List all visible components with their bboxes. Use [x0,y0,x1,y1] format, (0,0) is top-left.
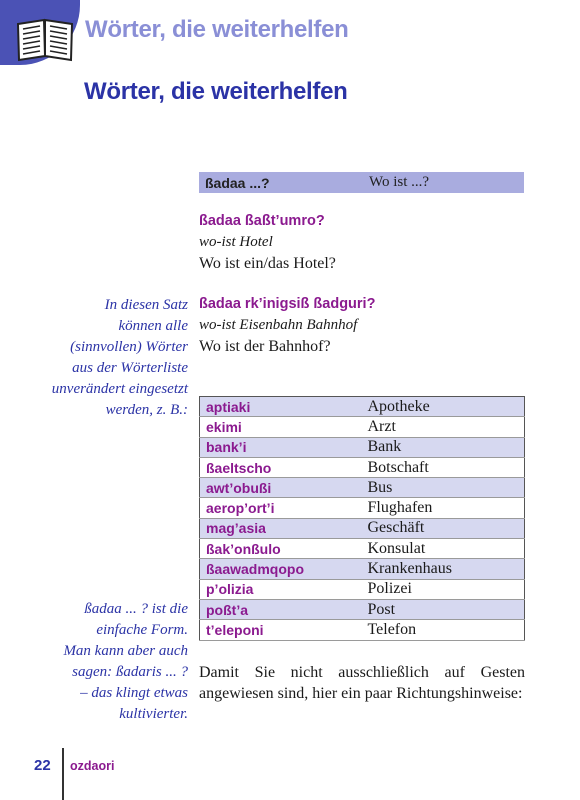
margin-note-line: In diesen Satz [104,297,188,313]
table-row [200,417,525,437]
table-row [200,518,525,538]
example-sentence-2 [199,294,375,357]
vocab-german: Bank [368,437,525,457]
margin-note-line: einfache Form. [96,622,188,638]
vocab-georgian: t’eleponi [200,620,368,640]
vocab-georgian: ßaawadmqopo [200,559,368,579]
table-row [200,579,525,599]
footer-divider [62,748,64,800]
vocab-german: Polizei [368,579,525,599]
phrase-pattern-bar [199,172,524,193]
vocab-german: Arzt [368,417,525,437]
vocab-german: Post [368,599,525,619]
margin-note-line: können alle [118,318,188,334]
margin-note-line: – das klingt etwas [80,685,188,701]
vocab-german: Krankenhaus [368,559,525,579]
example-georgian: ßadaa ßaßt’umro? [199,213,325,229]
margin-note-politeness [63,599,188,725]
table-row [200,437,525,457]
margin-note-line: ßadaa ... ? ist die [84,601,188,617]
page-title: Wörter, die weiterhelfen [84,78,348,105]
vocab-georgian: aptiaki [200,397,368,417]
vocab-georgian: ekimi [200,417,368,437]
vocab-german: Konsulat [368,539,525,559]
example-literal: wo-ist Hotel [199,234,273,250]
vocab-german: Botschaft [368,457,525,477]
table-row [200,559,525,579]
vocab-georgian: awt’obußi [200,478,368,498]
margin-note-line: kultivierter. [119,706,188,722]
open-book-icon [14,14,76,62]
margin-note-line: aus der Wörterliste [72,360,188,376]
example-literal: wo-ist Eisenbahn Bahnhof [199,317,358,333]
phrase-german: Wo ist ...? [369,174,430,190]
vocab-georgian: aerop’ort’i [200,498,368,518]
vocab-german: Telefon [368,620,525,640]
example-georgian: ßadaa rk’inigsiß ßadguri? [199,296,376,312]
footer-label: ozdaori [70,759,115,773]
margin-note-line: sagen: ßadaris ... ? [72,664,188,680]
vocab-georgian: p’olizia [200,579,368,599]
table-row [200,498,525,518]
table-row [200,539,525,559]
vocab-georgian: bank’i [200,437,368,457]
table-row [200,478,525,498]
table-row [200,599,525,619]
margin-note-line: werden, z. B.: [105,402,188,418]
table-row [200,397,525,417]
vocab-georgian: mag’asia [200,518,368,538]
body-paragraph: Damit Sie nicht ausschließlich auf Gesten angewiesen sind, hier ein paar Richtungshinweise: [199,664,525,702]
table-row [200,620,525,640]
vocab-georgian: ßaeltscho [200,457,368,477]
vocab-german: Geschäft [368,518,525,538]
margin-note-substitution [52,295,188,421]
table-row [200,457,525,477]
margin-note-line: unverändert eingesetzt [51,381,188,397]
vocab-german: Bus [368,478,525,498]
header-title: Wörter, die weiterhelfen [85,16,349,43]
vocab-german: Apotheke [368,397,525,417]
margin-note-line: (sinnvollen) Wörter [70,339,188,355]
example-sentence-1 [199,211,336,274]
vocab-georgian: poßt’a [200,599,368,619]
example-german: Wo ist der Bahnhof? [199,338,331,355]
page-number: 22 [34,757,51,774]
margin-note-line: Man kann aber auch [63,643,188,659]
example-german: Wo ist ein/das Hotel? [199,255,336,272]
phrase-georgian: ßadaa ...? [205,174,270,191]
vocabulary-table [199,396,525,641]
vocab-german: Flughafen [368,498,525,518]
vocab-georgian: ßak’onßulo [200,539,368,559]
